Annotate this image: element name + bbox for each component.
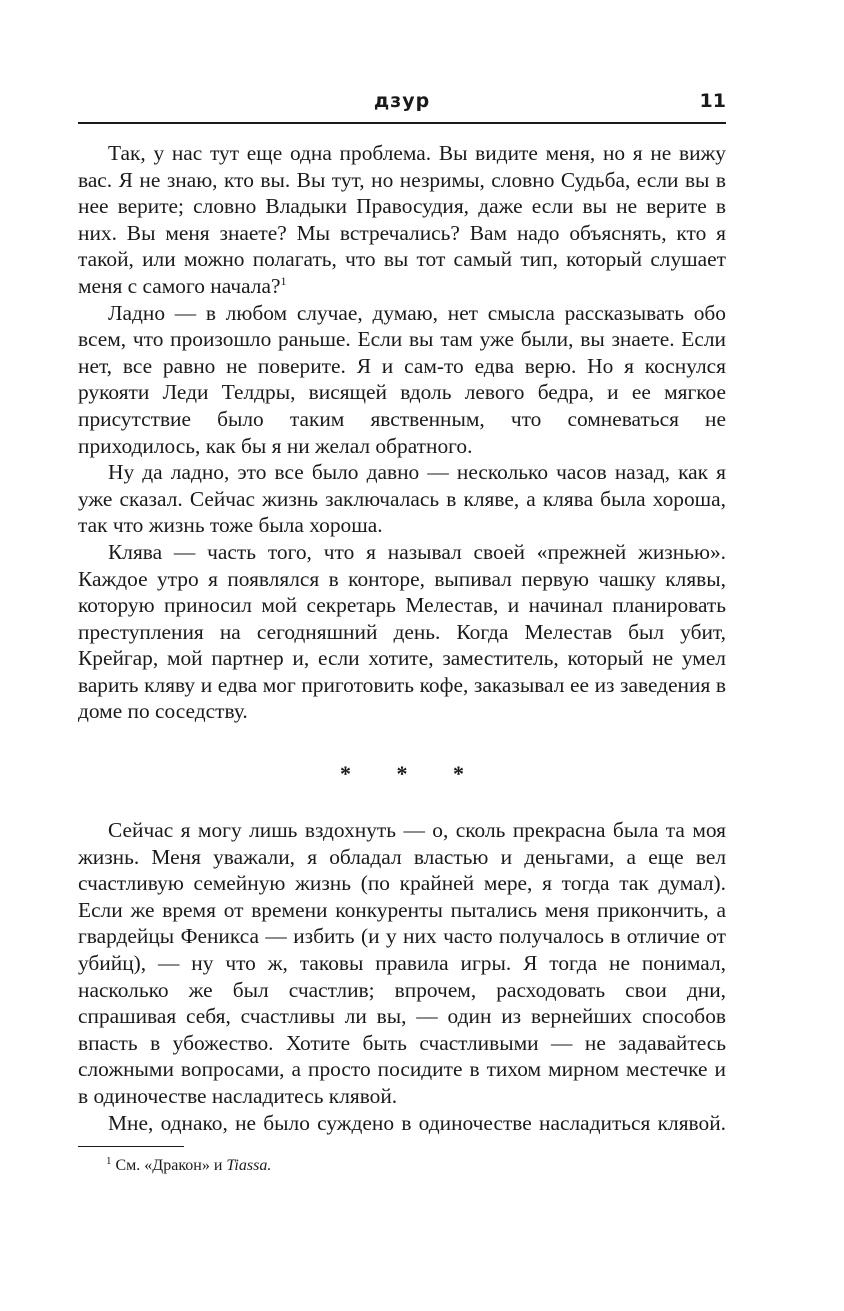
paragraph-1-text: Так, у нас тут еще одна проблема. Вы видите меня, но я не вижу вас. Я не знаю, кто вы. Вы тут, но незримы, словно Судьба, если вы в нее верите; словно Владыки Правосудия, даже если вы не верите в них. Вы меня знаете? Мы встречались? Вам надо объяснять, кто я такой, или можно полагать, что вы тот самый тип, который слушает меня с самого начала? [78, 141, 726, 298]
page-number: 11 [699, 90, 726, 112]
body-text [78, 140, 726, 1136]
footnote [78, 1155, 726, 1177]
footnote-number: 1 [106, 1155, 112, 1168]
footnote-italic-title: Tiassa. [226, 1157, 272, 1175]
book-page [78, 84, 726, 1177]
running-title: дзур [373, 90, 431, 112]
paragraph-2: Ладно — в любом случае, думаю, нет смысла рассказывать обо всем, что произошло раньше. Если вы там уже были, вы знаете. Если нет, все равно не поверите. Я и сам-то едва верю. Но я коснулся рукояти Леди Телдры, висящей вдоль левого бедра, и ее мягкое присутствие было таким явственным, что сомневаться не приходилось, как бы я ни желал обратного. [78, 300, 726, 458]
running-header [78, 84, 726, 124]
paragraph-4: Клява — часть того, что я называл своей «прежней жизнью». Каждое утро я появлялся в конторе, выпивал первую чашку клявы, которую приносил мой секретарь Мелестав, и начинал планировать преступления на сегодняшний день. Когда Мелестав был убит, Крейгар, мой партнер и, если хотите, заместитель, который не умел варить кляву и едва мог приготовить кофе, заказывал ее из заведения в доме по соседству. [78, 539, 726, 724]
paragraph-1 [78, 140, 726, 300]
footnote-reference: 1 [280, 273, 287, 288]
paragraph-3: Ну да ладно, это все было давно — несколько часов назад, как я уже сказал. Сейчас жизнь заключалась в кляве, а клява была хороша, так что жизнь тоже была хороша. [78, 460, 726, 538]
paragraph-6: Мне, однако, не было суждено в одиночестве насладиться клявой. [108, 1110, 726, 1135]
footnote-divider [78, 1146, 184, 1147]
footnote-text: См. «Дракон» и [115, 1157, 227, 1175]
scene-break: * * * [340, 761, 484, 787]
paragraph-5: Сейчас я могу лишь вздохнуть — о, сколь прекрасна была та моя жизнь. Меня уважали, я обладал властью и деньгами, а еще вел счастливую семейную жизнь (по крайней мере, я тогда так думал). Если же время от времени конкуренты пытались меня прикончить, а гвардейцы Феникса — избить (и у них часто получалось в отличие от убийц), — ну что ж, таковы правила игры. Я тогда не понимал, насколько же был счастлив; впрочем, расходовать свои дни, спрашивая себя, счастливы ли вы, — один из вернейших способов впасть в убожество. Хотите быть счастливыми — не задавайтесь сложными вопросами, а просто посидите в тихом мирном местечке и в одиночестве насладитесь клявой. [78, 818, 726, 1108]
